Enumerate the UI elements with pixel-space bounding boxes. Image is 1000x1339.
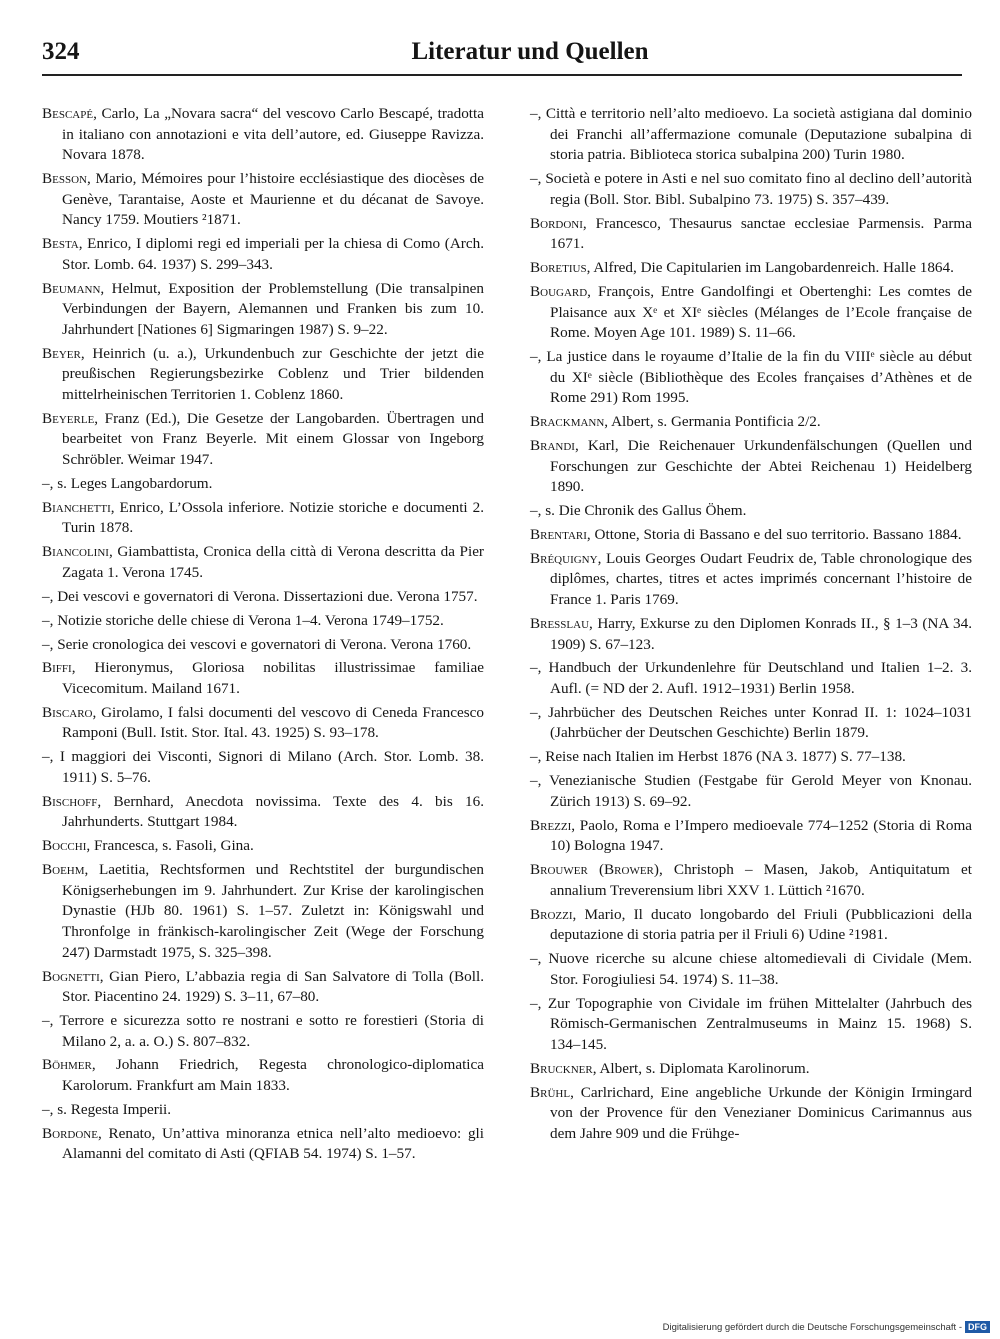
entry-text: –, Città e territorio nell’alto medioevo. La società astigiana dal dominio dei Franchi all’affermazione comunale (Deputazione subalpina di storia patria. Biblioteca storica subalpina 200) Turin 1980.: [530, 105, 972, 164]
bibliography-entry: [530, 816, 972, 857]
entry-author: Bescapé,: [42, 105, 97, 122]
entry-author: Brouwer (Brower),: [530, 861, 663, 879]
entry-text: Bernhard, Anecdota novissima. Texte des 4. bis 16. Jahrhunderts. Stuttgart 1984.: [62, 792, 484, 831]
entry-author: Bordoni,: [530, 214, 587, 232]
entry-text: –, s. Leges Langobardorum.: [42, 474, 213, 492]
entry-author: Bianchetti,: [42, 498, 115, 516]
entry-author: Biscaro,: [42, 703, 97, 721]
entry-text: Ottone, Storia di Bassano e del suo territorio. Bassano 1884.: [590, 525, 962, 543]
page-title: Literatur und Quellen: [411, 38, 649, 65]
entry-text: Albert, s. Germania Pontificia 2/2.: [608, 413, 821, 431]
bibliography-entry: [42, 747, 484, 788]
entry-text: Heinrich (u. a.), Urkundenbuch zur Geschichte der jetzt die preußischen Regierungsbezirke Coblenz und Trier bildenden mittelrheinischen Territorien 1. Coblenz 1860.: [62, 344, 484, 403]
entry-text: Alfred, Die Capitularien im Langobardenreich. Halle 1864.: [590, 259, 954, 277]
entry-text: –, Dei vescovi e governatori di Verona. Dissertazioni due. Verona 1757.: [42, 587, 478, 605]
bibliography-entry: [530, 747, 972, 768]
page-number: 324: [42, 38, 80, 65]
entry-author: Biffi,: [42, 659, 76, 677]
entry-text: –, Serie cronologica dei vescovi e governatori di Verona. Verona 1760.: [42, 635, 472, 653]
entry-text: Gian Piero, L’abbazia regia di San Salvatore di Tolla (Boll. Stor. Piacentino 24. 1929) S. 3–11, 67–80.: [62, 967, 484, 1006]
bibliography-entry: [530, 282, 972, 344]
bibliography-entry: [42, 104, 484, 166]
bibliography-entry: [42, 234, 484, 275]
bibliography-entry: [530, 549, 972, 611]
entry-text: Helmut, Exposition der Problemstellung (Die transalpinen Verbindungen der Bayern, Alemannen und Franken bis zum 10. Jahrhundert [Nationes 6] Sigmaringen 1987) S. 9–22.: [62, 279, 484, 338]
bibliography-entry: [530, 347, 972, 409]
entry-author: Bougard,: [530, 282, 591, 300]
footer: [663, 1321, 990, 1333]
bibliography-entry: [530, 949, 972, 990]
entry-text: Albert, s. Diplomata Karolinorum.: [596, 1059, 810, 1077]
bibliography-entry: [42, 967, 484, 1008]
entry-author: Brozzi,: [530, 905, 577, 923]
bibliography-entry: [530, 412, 972, 433]
bibliography-entry: [530, 994, 972, 1056]
entry-text: –, Terrore e sicurezza sotto re nostrani e sotto re forestieri (Storia di Milano 2, a. a. O.) S. 807–832.: [42, 1011, 484, 1050]
entry-author: Beumann,: [42, 279, 105, 297]
entry-author: Besson,: [42, 170, 91, 188]
entry-text: Enrico, I diplomi regi ed imperiali per la chiesa di Como (Arch. Stor. Lomb. 64. 1937) S. 299–343.: [62, 235, 484, 273]
entry-text: Mario, Mémoires pour l’histoire ecclésiastique des diocèses de Genève, Tarantaise, Aoste et Maurienne et du décanat de Savoye. Nancy 1759. Moutiers ²1871.: [62, 170, 484, 229]
bibliography-entry: [530, 436, 972, 498]
entry-author: Bischoff,: [42, 792, 102, 810]
bibliography-entry: [42, 1055, 484, 1096]
entry-text: Laetitia, Rechtsformen und Rechtstitel der burgundischen Königserhebungen im 9. Jahrhundert. Zur Krise der karolingischen Dynastie (HJb 80. 1961) S. 1–57. Zuletzt in: Königswahl und Thronfolge in fränkisch-karolingischer Zeit (Wege der Forschung 247) Darmstadt 1975, S. 325–398.: [62, 861, 484, 961]
entry-text: –, s. Regesta Imperii.: [42, 1100, 172, 1118]
bibliography-entry: [42, 792, 484, 833]
header-rule: [42, 74, 962, 76]
bibliography-entry: [530, 860, 972, 901]
entry-text: Francesco, Thesaurus sanctae ecclesiae Parmensis. Parma 1671.: [550, 214, 972, 253]
bibliography-entry: [42, 542, 484, 583]
bibliography-entry: [42, 836, 484, 857]
bibliography-entry: [530, 258, 972, 279]
entry-author: Bocchi,: [42, 837, 91, 855]
bibliography-entry: [42, 409, 484, 471]
entry-author: Boretius,: [530, 259, 591, 277]
entry-author: Bognetti,: [42, 967, 104, 985]
bibliography-entry: [530, 771, 972, 812]
bibliography-entry: [530, 905, 972, 946]
entry-text: –, Società e potere in Asti e nel suo comitato fino al declino dell’autorità regia (Boll. Stor. Bibl. Subalpino 73. 1975) S. 357–439.: [530, 170, 972, 208]
bibliography-entry: [530, 501, 972, 522]
bibliography-entry: [530, 169, 972, 210]
left-column: [42, 104, 484, 1168]
entry-text: Harry, Exkurse zu den Diplomen Konrads II., § 1–3 (NA 34. 1909) S. 67–123.: [550, 614, 972, 653]
entry-text: –, s. Die Chronik des Gallus Öhem.: [530, 502, 747, 520]
entry-author: Böhmer,: [42, 1056, 96, 1074]
entry-text: Mario, Il ducato longobardo del Friuli (Pubblicazioni della deputazione di storia patria per il Friuli 6) Udine ²1981.: [550, 905, 972, 944]
bibliography-entry: [42, 1100, 484, 1121]
entry-text: Christoph – Masen, Jakob, Antiquitatum et annalium Treverensium libri XXV 1. Lüttich ²1670.: [550, 861, 973, 899]
bibliography-entry: [530, 214, 972, 255]
entry-text: Renato, Un’attiva minoranza etnica nell’alto medioevo: gli Alamanni del comitato di Asti (QFIAB 54. 1974) S. 1–57.: [62, 1124, 484, 1163]
entry-text: –, Jahrbücher des Deutschen Reiches unter Konrad II. 1: 1024–1031 (Jahrbücher der Deutschen Geschichte) Berlin 1879.: [530, 703, 972, 742]
entry-text: Enrico, L’Ossola inferiore. Notizie storiche e documenti 2. Turin 1878.: [62, 498, 484, 537]
entry-text: François, Entre Gandolfingi et Obertenghi: Les comtes de Plaisance aux Xᵉ et XIᵉ siècles (Mélanges de l’Ecole française de Rome. Moyen Age 101. 1989) S. 11–66.: [550, 282, 972, 342]
entry-text: –, Notizie storiche delle chiese di Verona 1–4. Verona 1749–1752.: [42, 611, 444, 629]
bibliography-entry: [42, 703, 484, 744]
entry-author: Bordone,: [42, 1124, 102, 1142]
entry-text: Franz (Ed.), Die Gesetze der Langobarden. Übertragen und bearbeitet von Franz Beyerle. Mit einem Glossar von Ingeborg Schröbler. Weimar 1947.: [62, 409, 484, 468]
bibliography-entry: [42, 344, 484, 406]
entry-text: –, Reise nach Italien im Herbst 1876 (NA 3. 1877) S. 77–138.: [530, 748, 906, 766]
bibliography-entry: [42, 169, 484, 231]
entry-author: Brezzi,: [530, 816, 576, 834]
right-column: [530, 104, 972, 1148]
bibliography-entry: [530, 703, 972, 744]
bibliography-entry: [530, 658, 972, 699]
bibliography-entry: [42, 635, 484, 656]
bibliography-entry: [530, 614, 972, 655]
entry-text: Francesca, s. Fasoli, Gina.: [90, 837, 254, 855]
entry-text: –, Zur Topographie von Cividale im frühen Mittelalter (Jahrbuch des Römisch-Germanischen Zentralmuseums in Mainz 15. 1968) S. 134–145.: [530, 994, 972, 1053]
entry-text: –, I maggiori dei Visconti, Signori di Milano (Arch. Stor. Lomb. 38. 1911) S. 5–76.: [42, 748, 484, 786]
entry-author: Brackmann,: [530, 413, 609, 431]
bibliography-entry: [530, 525, 972, 546]
entry-author: Besta,: [42, 235, 83, 253]
entry-text: Carlo, La „Novara sacra“ del vescovo Carlo Bescapé, tradotta in italiano con annotazioni e vita dell’autore, ed. Giuseppe Ravizza. Novara 1878.: [62, 105, 484, 164]
entry-text: Hieronymus, Gloriosa nobilitas illustrissimae familiae Vicecomitum. Mailand 1671.: [62, 659, 484, 697]
entry-text: Carlrichard, Eine angebliche Urkunde der Königin Irmingard von der Provence für den Venezianer Dominicus Carimannus aus dem Jahre 909 und die Frühge-: [550, 1083, 972, 1142]
footer-text: Digitalisierung gefördert durch die Deutsche Forschungsgemeinschaft -: [662, 1321, 962, 1333]
bibliography-entry: [42, 498, 484, 539]
bibliography-entry: [530, 1083, 972, 1145]
bibliography-entry: [42, 587, 484, 608]
entry-author: Beyer,: [42, 344, 85, 362]
entry-text: Karl, Die Reichenauer Urkundenfälschungen (Quellen und Forschungen zur Geschichte der Abtei Reichenau 1) Heidelberg 1890.: [550, 436, 972, 496]
entry-author: Brühl,: [530, 1083, 574, 1101]
entry-text: Giambattista, Cronica della città di Verona descritta da Pier Zagata 1. Verona 1745.: [62, 543, 484, 581]
entry-text: –, Nuove ricerche su alcune chiese altomedievali di Cividale (Mem. Stor. Forogiuliesi 54. 1974) S. 11–38.: [530, 950, 972, 988]
entry-author: Biancolini,: [42, 543, 113, 561]
dfg-logo: DFG: [965, 1321, 990, 1333]
entry-author: Brandi,: [530, 436, 579, 454]
bibliography-entry: [42, 860, 484, 963]
entry-text: Paolo, Roma e l’Impero medioevale 774–1252 (Storia di Roma 10) Bologna 1947.: [550, 816, 972, 855]
bibliography-entry: [42, 611, 484, 632]
entry-author: Boehm,: [42, 861, 89, 879]
bibliography-entry: [42, 279, 484, 341]
entry-text: –, Venezianische Studien (Festgabe für Gerold Meyer von Knonau. Zürich 1913) S. 69–92.: [530, 772, 972, 810]
bibliography-entry: [530, 1059, 972, 1080]
entry-text: Johann Friedrich, Regesta chronologico-diplomatica Karolorum. Frankfurt am Main 1833.: [62, 1056, 484, 1095]
bibliography-entry: [42, 1011, 484, 1052]
entry-text: Girolamo, I falsi documenti del vescovo di Ceneda Francesco Ramponi (Bull. Istit. Stor. Ital. 43. 1925) S. 93–178.: [62, 703, 484, 742]
entry-text: –, La justice dans le royaume d’Italie de la fin du VIIIᵉ siècle au début du XIᵉ siècle (Bibliothèque des Ecoles françaises d’Athènes et de Rome 291) Rom 1995.: [530, 348, 972, 407]
entry-author: Bruckner,: [530, 1059, 597, 1077]
entry-text: Louis Georges Oudart Feudrix de, Table chronologique des diplômes, chartes, titres et actes imprimés concernant l’histoire de France 1. Paris 1769.: [550, 549, 972, 609]
bibliography-entry: [42, 1124, 484, 1165]
entry-author: Brentari,: [530, 525, 591, 543]
entry-author: Bresslau,: [530, 614, 593, 632]
entry-author: Bréquigny,: [530, 549, 602, 567]
bibliography-entry: [42, 474, 484, 495]
entry-author: Beyerle,: [42, 409, 99, 427]
bibliography-entry: [530, 104, 972, 166]
entry-text: –, Handbuch der Urkundenlehre für Deutschland und Italien 1–2. 3. Aufl. (= ND der 2. Aufl. 1912–1931) Berlin 1958.: [530, 659, 972, 697]
bibliography-entry: [42, 658, 484, 699]
